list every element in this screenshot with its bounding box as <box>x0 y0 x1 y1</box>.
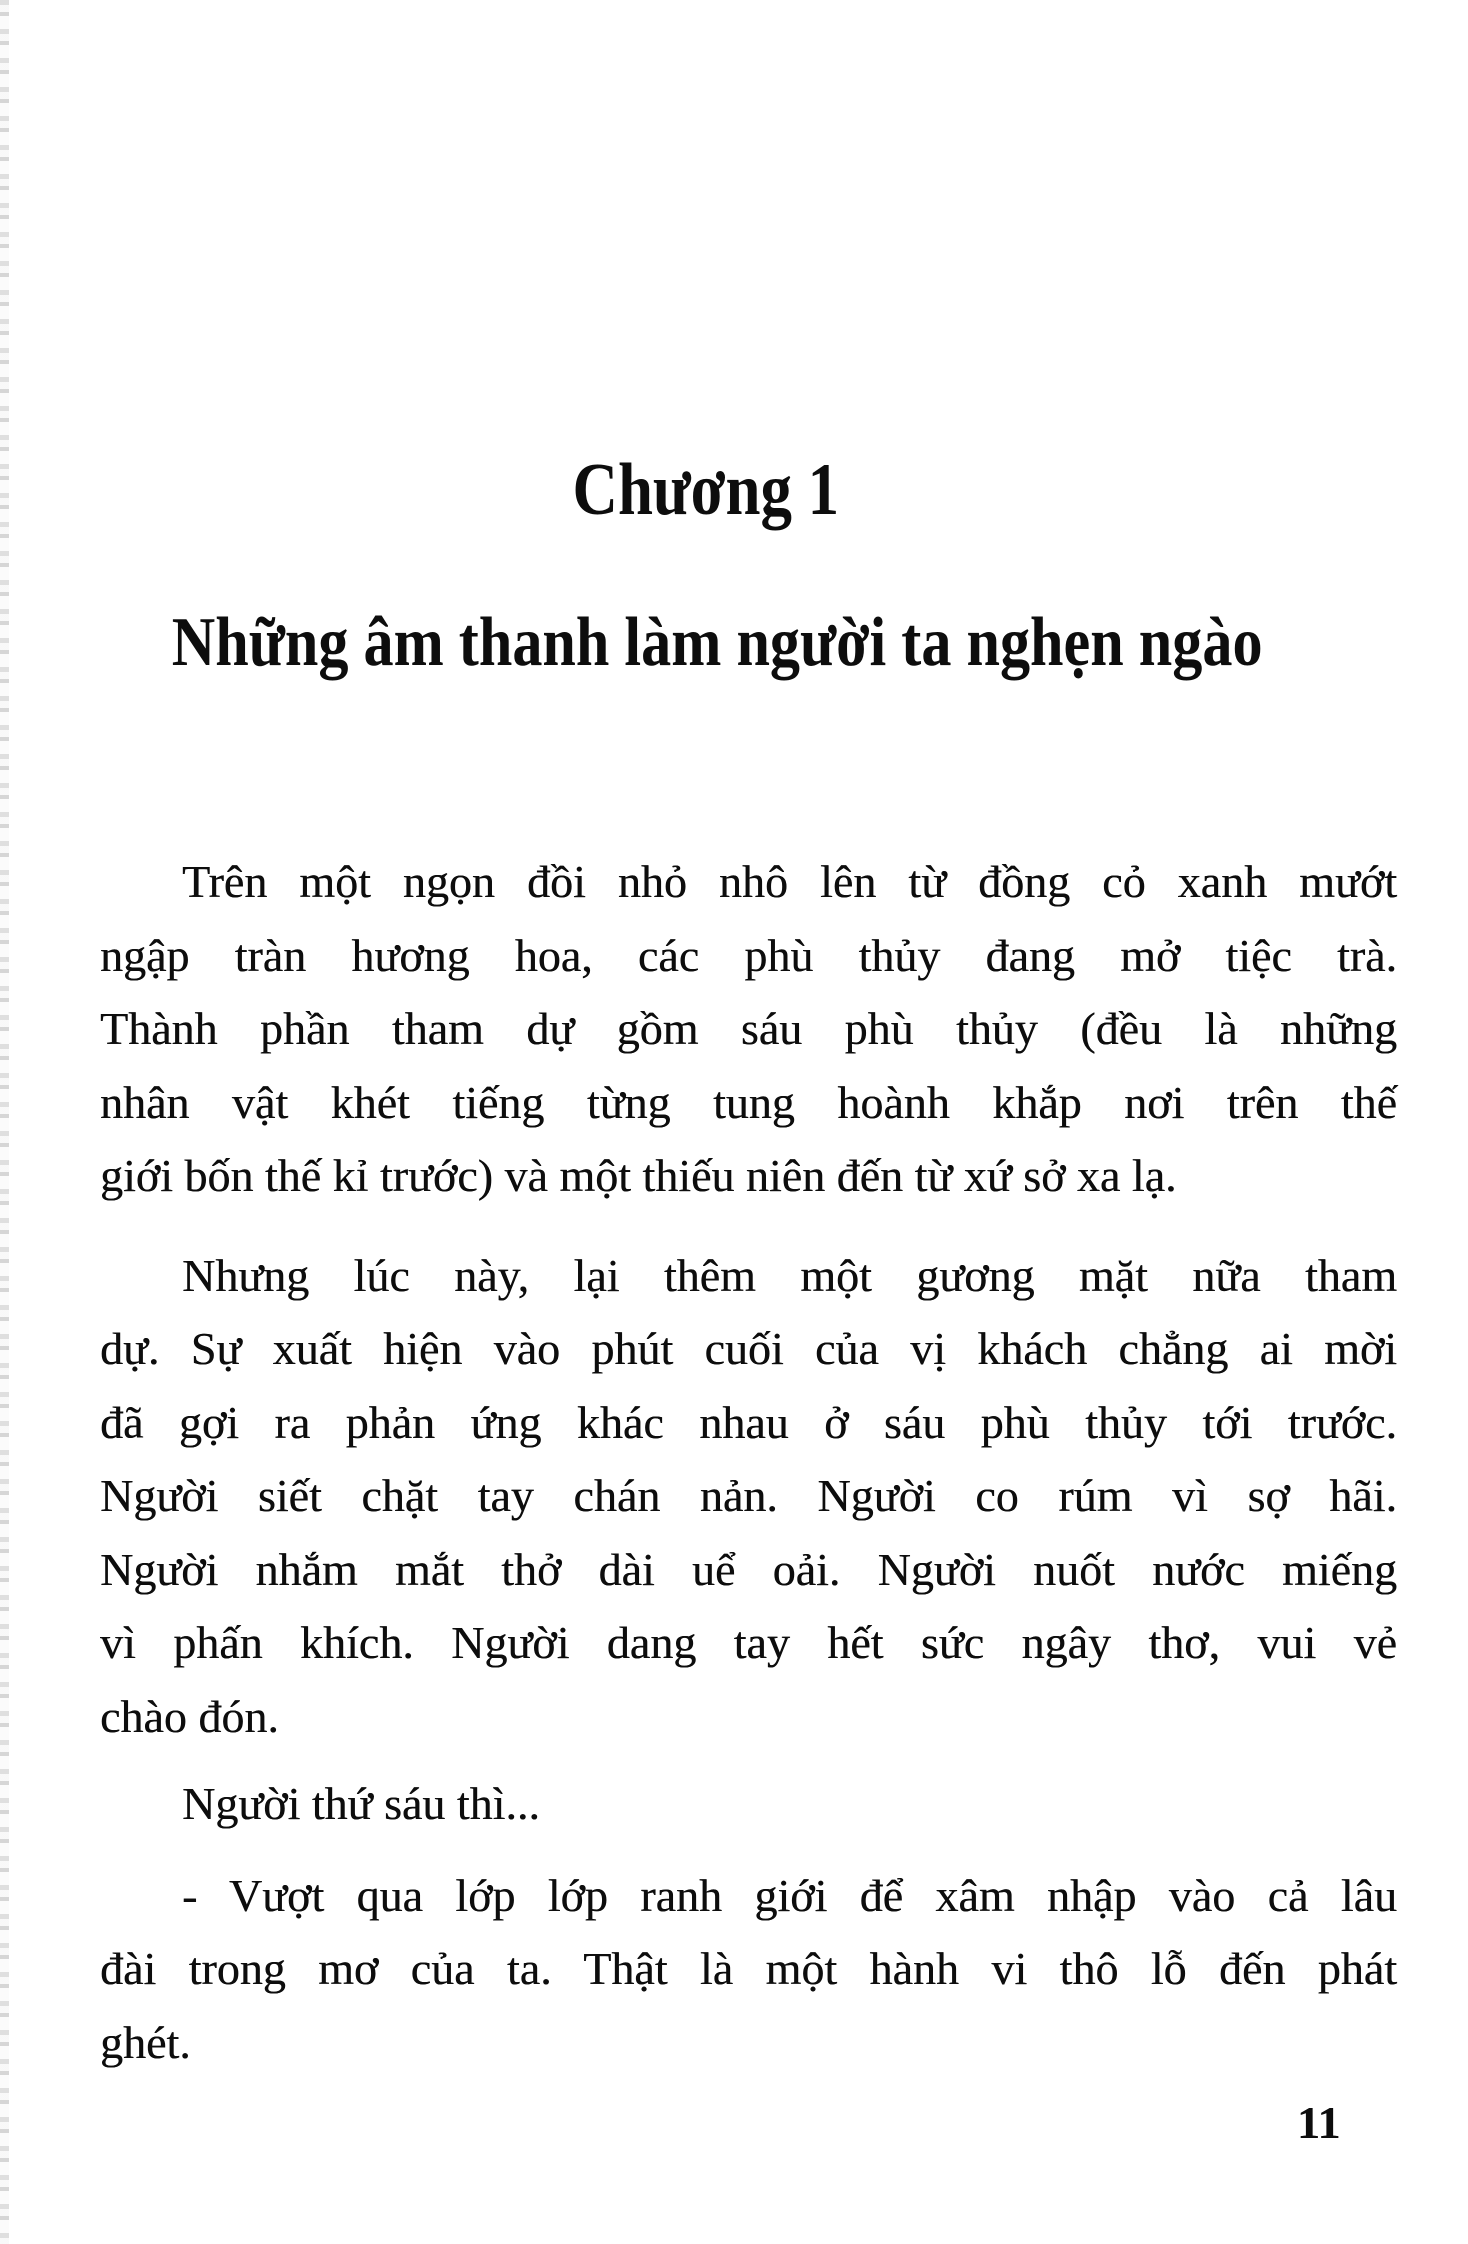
text-line: Người nhắm mắt thở dài uể oải. Người nuốt nước miếng <box>100 1543 1397 1595</box>
text-line: Trên một ngọn đồi nhỏ nhô lên từ đồng cỏ xanh mướt <box>182 856 1397 907</box>
paragraph <box>100 1767 1397 1841</box>
text-line: dự. Sự xuất hiện vào phút cuối của vị khách chẳng ai mời <box>100 1323 1397 1374</box>
chapter-title <box>0 606 1434 680</box>
text-line: - Vượt qua lớp lớp ranh giới để xâm nhập vào cả lâu <box>182 1869 1397 1921</box>
body-text <box>100 845 1397 2079</box>
text-line: chào đón. <box>100 1690 279 1742</box>
text-line: đài trong mơ của ta. Thật là một hành vi thô lỗ đến phát <box>100 1943 1397 1994</box>
text-line: đã gợi ra phản ứng khác nhau ở sáu phù thủy tới trước. <box>100 1396 1397 1448</box>
text-line: giới bốn thế kỉ trước) và một thiếu niên đến từ xứ sở xa lạ. <box>100 1150 1177 1201</box>
paragraph <box>100 845 1397 1213</box>
paragraph <box>100 1859 1397 2080</box>
scan-gutter-shadow <box>0 0 9 2244</box>
text-line: Người thứ sáu thì... <box>182 1778 540 1829</box>
text-line: nhân vật khét tiếng từng tung hoành khắp nơi trên thế <box>100 1076 1397 1128</box>
text-line: ghét. <box>100 2016 191 2068</box>
paragraph <box>100 1239 1397 1754</box>
text-line: ngập tràn hương hoa, các phù thủy đang mở tiệc trà. <box>100 929 1397 981</box>
text-line: Thành phần tham dự gồm sáu phù thủy (đều là những <box>100 1003 1397 1054</box>
text-line: vì phấn khích. Người dang tay hết sức ngây thơ, vui vẻ <box>100 1617 1397 1668</box>
page-number: 11 <box>1297 2097 1341 2148</box>
chapter-number-text: Chương 1 <box>572 449 840 531</box>
chapter-number <box>0 449 1412 531</box>
chapter-title-text: Những âm thanh làm người ta nghẹn ngào <box>171 604 1263 681</box>
text-line: Nhưng lúc này, lại thêm một gương mặt nữa tham <box>182 1249 1397 1301</box>
text-line: Người siết chặt tay chán nản. Người co rúm vì sợ hãi. <box>100 1470 1397 1521</box>
